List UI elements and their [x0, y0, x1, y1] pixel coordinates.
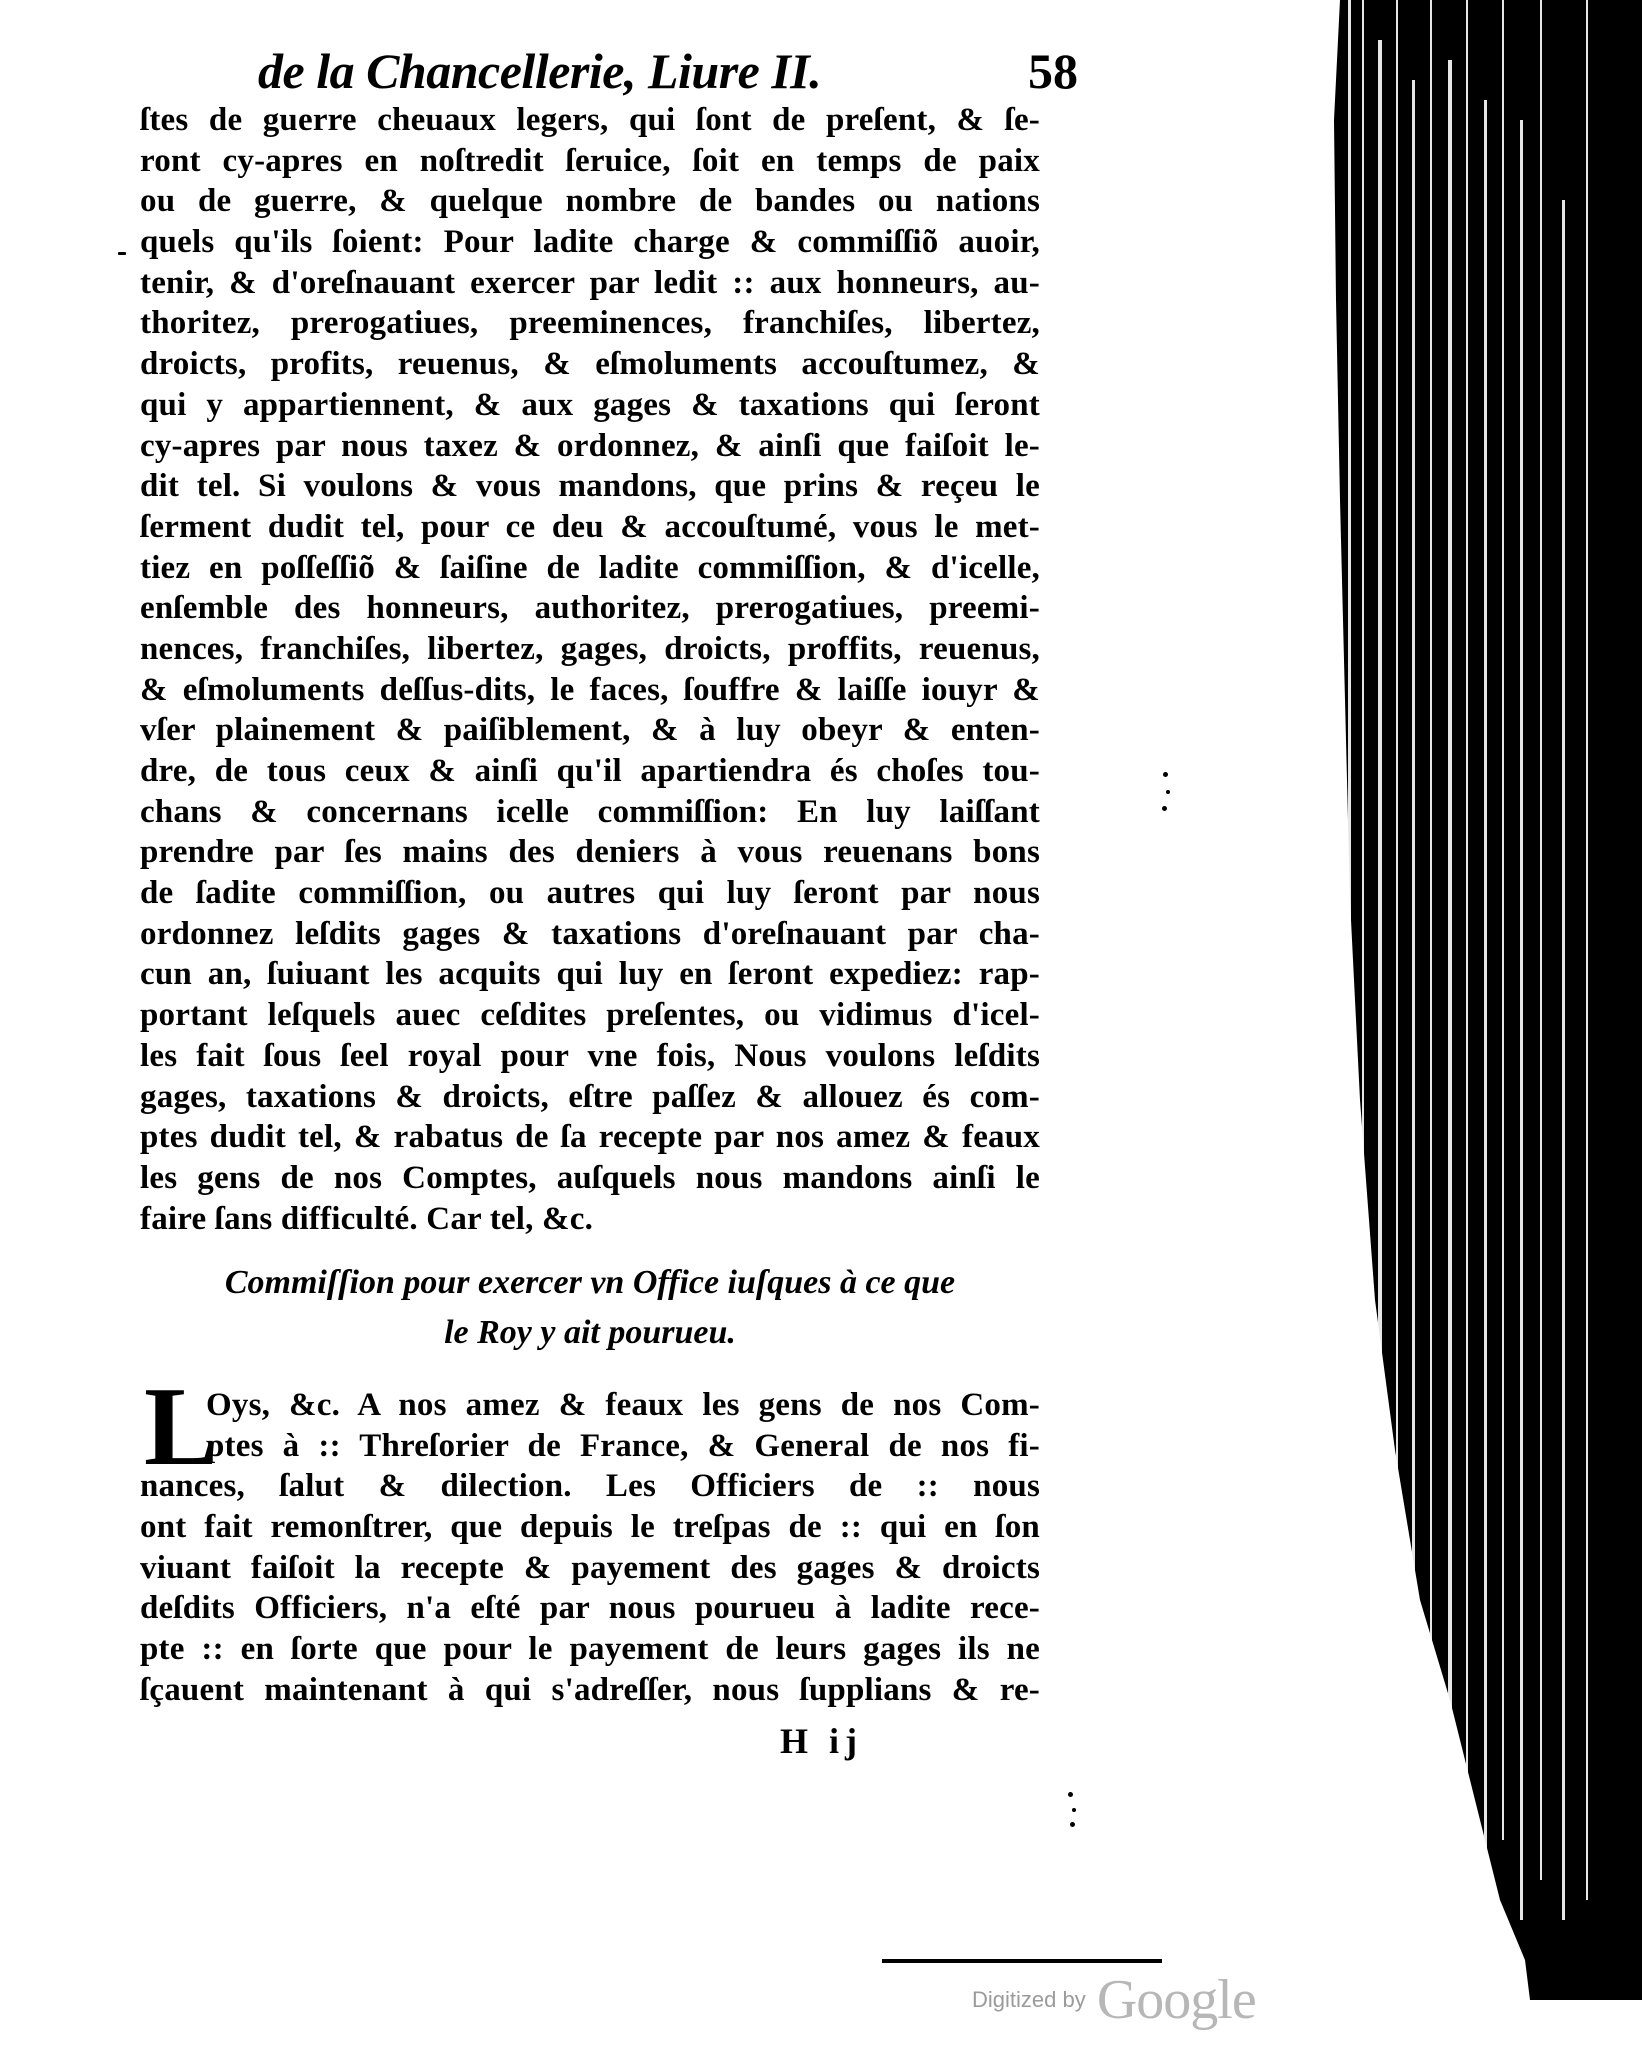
margin-speck: [1072, 1808, 1076, 1812]
text-line: ordonnez leſdits gages & taxations d'oreſnauant par cha-: [140, 915, 1040, 952]
binding-edge-shadow: [1300, 0, 1642, 2000]
text-line: & eſmoluments deſſus-dits, le faces, ſouffre & laiſſe iouyr &: [140, 671, 1040, 708]
text-line: ſerment dudit tel, pour ce deu & accouſtumé, vous le met-: [140, 508, 1040, 545]
text-line: nances, ſalut & dilection. Les Officiers de :: nous: [140, 1468, 1040, 1505]
text-line: qui y appartiennent, & aux gages & taxations qui ſeront: [140, 386, 1040, 423]
text-line: de ſadite commiſſion, ou autres qui luy ſeront par nous: [140, 875, 1040, 912]
text-line: faire ſans difficulté. Car tel, &c.: [140, 1200, 594, 1237]
bottom-rule: [882, 1959, 1162, 1963]
text-line: nences, franchiſes, libertez, gages, droicts, proffits, reuenus,: [140, 630, 1040, 667]
text-line: tiez en poſſeſſiõ & ſaiſine de ladite commiſſion, & d'icelle,: [140, 549, 1040, 586]
text-line: ſtes de guerre cheuaux legers, qui ſont de preſent, & ſe-: [140, 102, 1040, 138]
text-line: prendre par ſes mains des deniers à vous reuenans bons: [140, 834, 1040, 871]
text-line: quels qu'ils ſoient: Pour ladite charge & commiſſiõ auoir,: [140, 224, 1040, 261]
drop-cap: L: [144, 1365, 219, 1489]
digitized-watermark: [972, 1968, 1256, 2031]
watermark-prefix: Digitized by: [972, 1987, 1086, 2012]
text-line: ſçauent maintenant à qui s'adreſſer, nous ſupplians & re-: [140, 1671, 1040, 1708]
page-number: 58: [1028, 43, 1078, 99]
running-title: de la Chancellerie, Liure II.: [258, 43, 822, 99]
section-heading: [140, 1258, 1040, 1358]
margin-speck: [1162, 806, 1167, 811]
section-heading-line-1: Commiſſion pour exercer vn Office iuſques à ce que: [224, 1264, 956, 1301]
text-line: ou de guerre, & quelque nombre de bandes ou nations: [140, 183, 1040, 220]
text-line: les gens de nos Comptes, auſquels nous mandons ainſi le: [140, 1159, 1040, 1196]
text-line: dit tel. Si voulons & vous mandons, que prins & reçeu le: [140, 468, 1040, 505]
text-line: chans & concernans icelle commiſſion: En luy laiſſant: [140, 793, 1040, 830]
margin-speck: [1070, 1822, 1075, 1827]
text-line: tenir, & d'oreſnauant exercer par ledit :: aux honneurs, au-: [140, 264, 1040, 301]
text-line: vſer plainement & paiſiblement, & à luy obeyr & enten-: [140, 712, 1040, 749]
margin-speck: [1163, 772, 1168, 777]
text-line: les fait ſous ſeel royal pour vne fois, Nous voulons leſdits: [140, 1037, 1040, 1074]
binding-edge-graphic: [1300, 0, 1642, 2000]
margin-speck: [1166, 790, 1170, 794]
text-line: ptes à :: Threſorier de France, & General de nos fi-: [206, 1427, 1040, 1464]
text-line: ront cy-apres en noſtredit ſeruice, ſoit en temps de paix: [140, 142, 1040, 179]
margin-speck: [118, 252, 126, 255]
text-line: thoritez, prerogatiues, preeminences, franchiſes, libertez,: [140, 305, 1040, 342]
text-line: ont fait remonſtrer, que depuis le treſpas de :: qui en ſon: [140, 1509, 1040, 1546]
text-line: cun an, ſuiuant les acquits qui luy en ſeront expediez: rap-: [140, 956, 1040, 993]
text-line: gages, taxations & droicts, eſtre paſſez & allouez és com-: [140, 1078, 1040, 1115]
watermark-brand: Google: [1096, 1969, 1256, 2031]
paragraph-1: [140, 100, 1040, 1239]
text-line: pte :: en ſorte que pour le payement de leurs gages ils ne: [140, 1631, 1040, 1668]
running-head: [258, 36, 1078, 106]
section-heading-line-2: le Roy y ait pourueu.: [444, 1314, 736, 1351]
text-line: ptes dudit tel, & rabatus de ſa recepte par nos amez & feaux: [140, 1119, 1040, 1156]
text-line: dre, de tous ceux & ainſi qu'il apartiendra és choſes tou-: [140, 753, 1040, 789]
text-line: Oys, &c. A nos amez & feaux les gens de nos Com-: [206, 1387, 1040, 1423]
text-line: droicts, profits, reuenus, & eſmoluments accouſtumez, &: [140, 346, 1040, 383]
text-line: cy-apres par nous taxez & ordonnez, & ainſi que faiſoit le-: [140, 427, 1040, 464]
text-line: enſemble des honneurs, authoritez, prerogatiues, preemi-: [140, 590, 1040, 627]
paragraph-2: [140, 1365, 1040, 1711]
text-line: portant leſquels auec ceſdites preſentes, ou vidimus d'icel-: [140, 997, 1040, 1034]
text-line: deſdits Officiers, n'a eſté par nous pourueu à ladite rece-: [140, 1590, 1040, 1627]
text-line: viuant faiſoit la recepte & payement des gages & droicts: [140, 1549, 1040, 1586]
signature-mark: H ij: [780, 1721, 863, 1761]
margin-speck: [1068, 1792, 1073, 1797]
